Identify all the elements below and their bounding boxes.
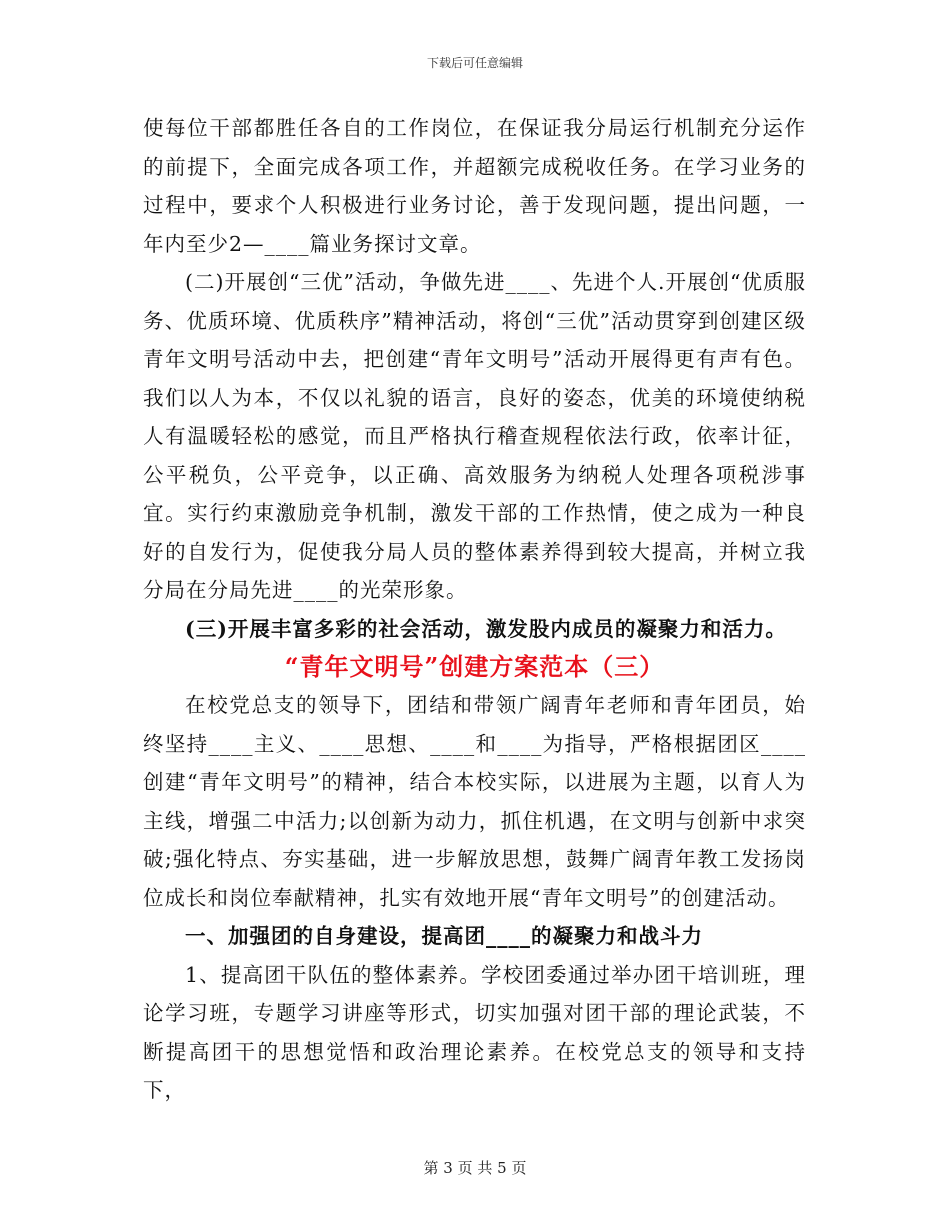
paragraph-continuation: 使每位干部都胜任各自的工作岗位，在保证我分局运行机制充分运作的前提下，全面完成各项工作，并超额完成税收任务。在学习业务的过程中，要求个人积极进行业务讨论，善于发现问题，提出问题，一年内至少2—____篇业务探讨文章。	[143, 116, 806, 256]
paragraph-intro: 在校党总支的领导下，团结和带领广阔青年老师和青年团员，始终坚持____主义、____思想、____和____为指导，严格根据团区____创建“青年文明号”的精神，结合本校实际，以进展为主题，以育人为主线，增强二中活力;以创新为动力，抓住机遇，在文明与创新中求突破;强化特点、夯实基础，进一步解放思想，鼓舞广阔青年教工发扬岗位成长和岗位奉献精神，扎实有效地开展“青年文明号”的创建活动。	[143, 693, 806, 910]
page-header: 下载后可任意编辑	[426, 56, 523, 70]
heading-section-one: 一、加强团的自身建设，提高团____的凝聚力和战斗力	[185, 924, 703, 948]
document-title: “青年文明号”创建方案范本（三）	[284, 652, 665, 681]
paragraph-item-one: 1、提高团干队伍的整体素养。学校团委通过举办团干培训班，理论学习班，专题学习讲座等形式，切实加强对团干部的理论武装，不断提高团干的思想觉悟和政治理论素养。在校党总支的领导和支持下，	[143, 962, 806, 1102]
document-body	[143, 109, 806, 1110]
page-footer: 第 3 页 共 5 页	[423, 1159, 527, 1177]
paragraph-section-two: (二)开展创“三优”活动，争做先进____、先进个人.开展创“优质服务、优质环境、优质秩序”精神活动，将创“三优”活动贯穿到创建区级青年文明号活动中去，把创建“青年文明号”活动开展得更有声有色。我们以人为本，不仅以礼貌的语言，良好的姿态，优美的环境使纳税人有温暖轻松的感觉，而且严格执行稽查规程依法行政，依率计征，公平税负，公平竞争，以正确、高效服务为纳税人处理各项税涉事宜。实行约束激励竞争机制，激发干部的工作热情，使之成为一种良好的自发行为，促使我分局人员的整体素养得到较大提高，并树立我分局在分局先进____的光荣形象。	[143, 270, 806, 602]
paragraph-section-three-heading: (三)开展丰富多彩的社会活动，激发股内成员的凝聚力和活力。	[185, 616, 787, 641]
